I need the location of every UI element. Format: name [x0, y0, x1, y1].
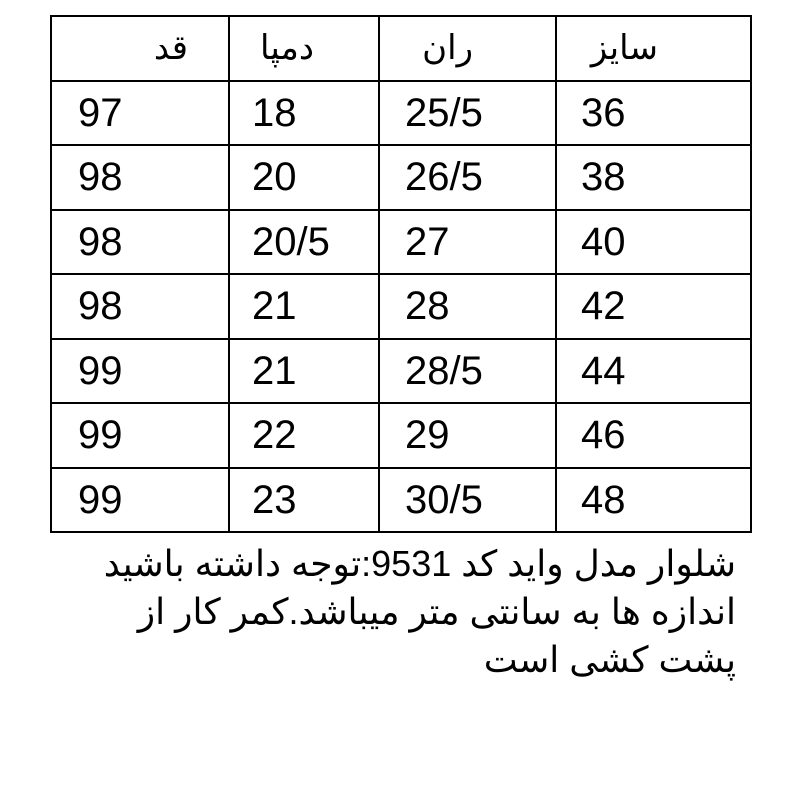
cell-size: 36	[556, 81, 751, 146]
cell-height: 98	[51, 210, 229, 275]
cell-hem: 23	[229, 468, 379, 533]
cell-hem: 21	[229, 274, 379, 339]
description-line: اندازه ها به سانتی متر میباشد.کمر کار از	[137, 591, 736, 632]
table-header-row	[51, 16, 751, 81]
cell-hem: 22	[229, 403, 379, 468]
cell-height: 97	[51, 81, 229, 146]
description-line: شلوار مدل واید کد 9531:توجه داشته باشید	[103, 543, 736, 584]
header-height: قد	[51, 16, 229, 81]
table-row	[51, 210, 751, 275]
cell-height: 98	[51, 145, 229, 210]
table-row	[51, 81, 751, 146]
header-size: سایز	[556, 16, 751, 81]
cell-size: 40	[556, 210, 751, 275]
description-line: پشت کشی است	[483, 639, 736, 680]
cell-height: 99	[51, 468, 229, 533]
table-row	[51, 145, 751, 210]
header-hem: دمپا	[229, 16, 379, 81]
cell-thigh: 29	[379, 403, 556, 468]
cell-hem: 21	[229, 339, 379, 404]
cell-thigh: 28/5	[379, 339, 556, 404]
cell-size: 42	[556, 274, 751, 339]
cell-size: 46	[556, 403, 751, 468]
cell-thigh: 28	[379, 274, 556, 339]
cell-hem: 18	[229, 81, 379, 146]
cell-height: 99	[51, 339, 229, 404]
cell-height: 99	[51, 403, 229, 468]
cell-thigh: 25/5	[379, 81, 556, 146]
cell-size: 48	[556, 468, 751, 533]
table-row	[51, 468, 751, 533]
product-description	[40, 540, 736, 684]
size-chart-table	[50, 15, 752, 533]
table-row	[51, 339, 751, 404]
cell-hem: 20	[229, 145, 379, 210]
cell-thigh: 26/5	[379, 145, 556, 210]
cell-size: 38	[556, 145, 751, 210]
table-row	[51, 274, 751, 339]
cell-height: 98	[51, 274, 229, 339]
cell-thigh: 30/5	[379, 468, 556, 533]
cell-hem: 20/5	[229, 210, 379, 275]
cell-size: 44	[556, 339, 751, 404]
table-row	[51, 403, 751, 468]
header-thigh: ران	[379, 16, 556, 81]
cell-thigh: 27	[379, 210, 556, 275]
